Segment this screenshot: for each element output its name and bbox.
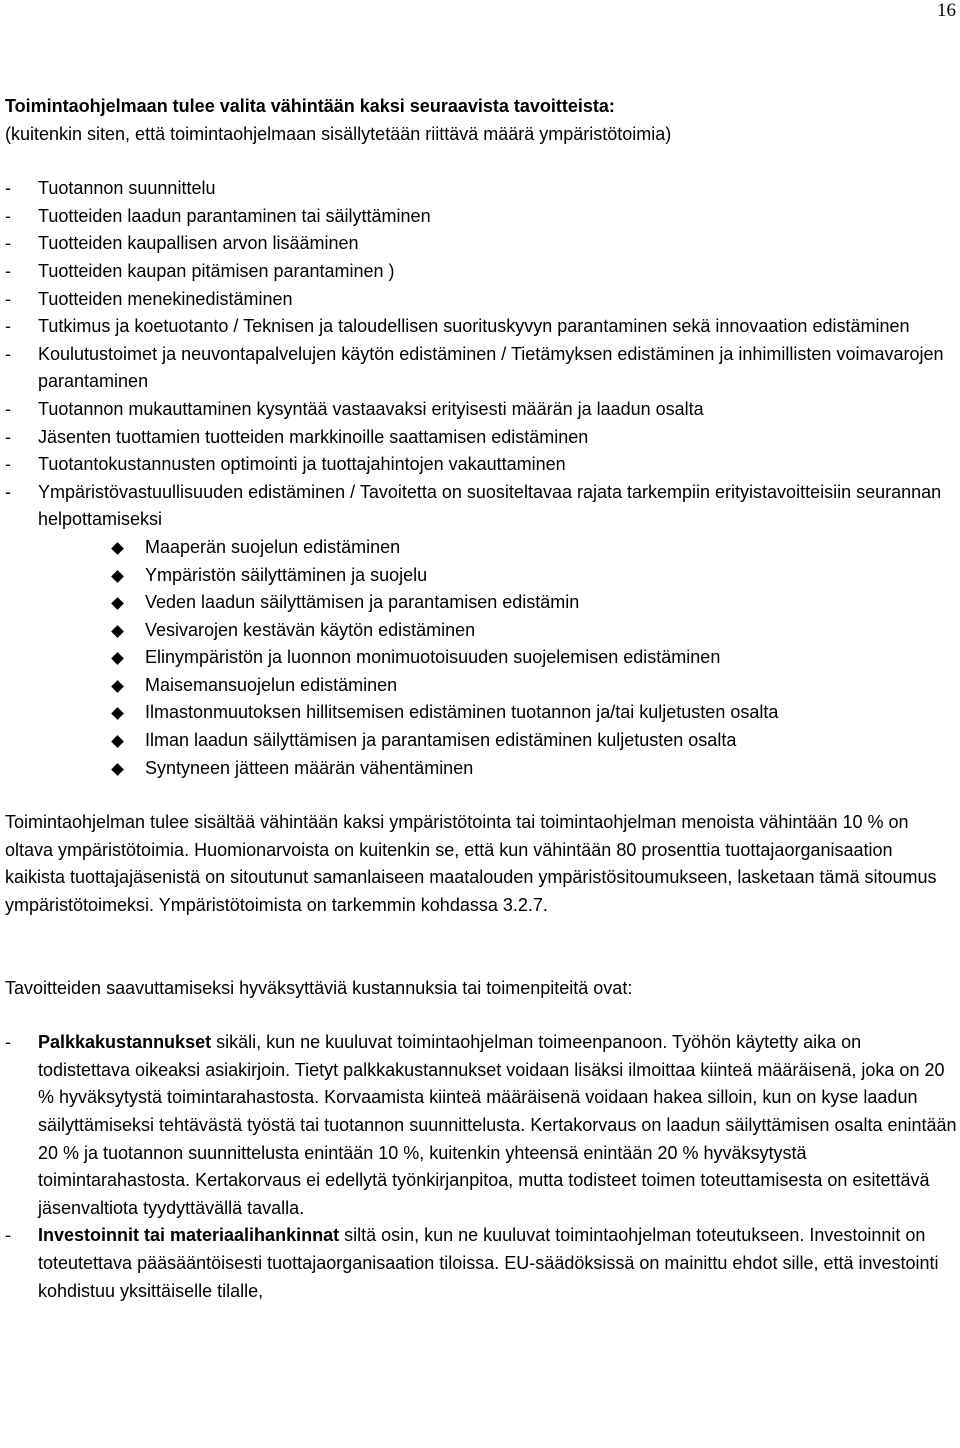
list-item: Ilman laadun säilyttämisen ja parantamisen edistäminen kuljetusten osalta bbox=[5, 727, 957, 755]
list-item: - Tuotannon mukauttaminen kysyntää vastaavaksi erityisesti määrän ja laadun osalta bbox=[5, 398, 704, 419]
costs-list bbox=[5, 1029, 957, 1305]
list-item: - Tuotantokustannusten optimointi ja tuottajahintojen vakauttaminen bbox=[5, 454, 566, 475]
goals-list bbox=[5, 175, 957, 534]
paragraph-costs-intro: Tavoitteiden saavuttamiseksi hyväksyttäviä kustannuksia tai toimenpiteitä ovat: bbox=[5, 977, 633, 998]
list-item: Maisemansuojelun edistäminen bbox=[5, 672, 957, 700]
bullet-icon bbox=[111, 652, 124, 665]
list-item: - Tuotteiden kaupan pitämisen parantaminen ) bbox=[5, 260, 395, 281]
list-item: - Palkkakustannukset sikäli, kun ne kuuluvat toimintaohjelman toimeenpanoon. Työhön käytetty aika on todistettava oikeaksi asiakirjoin. Tietyt palkkakustannukset voidaan lisäksi ilmoittaa kiinteä määräisenä, joka on 20 % hyväksytystä toimintarahastosta. Korvaamista kiinteä määräisenä voidaan hakea silloin, kun on kyse laadun säilyttämiseksi tehtävästä työstä tai tuotannon suunnittelusta. Kertakorvaus on laadun säilyttämisen osalta enintään 20 % ja tuotannon suunnittelusta enintään 10 %, kuitenkin yhteensä enintään 20 % hyväksytystä toimintarahastosta. Kertakorvaus ei edellytä työnkirjanpitoa, mutta todisteet toimen toteuttamisesta on esitettävä jäsenvaltiota tyydyttävällä tavalla. bbox=[5, 1032, 957, 1218]
list-item: Vesivarojen kestävän käytön edistäminen bbox=[5, 617, 957, 645]
list-item: - Tuotannon suunnittelu bbox=[5, 178, 216, 199]
list-item: Veden laadun säilyttämisen ja parantamisen edistämin bbox=[5, 589, 957, 617]
list-item: - Koulutustoimet ja neuvontapalvelujen käytön edistäminen / Tietämyksen edistäminen ja inhimillisten voimavarojen parantaminen bbox=[5, 343, 944, 392]
list-item: - Tuotteiden laadun parantaminen tai säilyttäminen bbox=[5, 205, 431, 226]
bullet-icon bbox=[111, 735, 124, 748]
section-subheading: (kuitenkin siten, että toimintaohjelmaan sisällytetään riittävä määrä ympäristötoimia) bbox=[5, 123, 672, 144]
bullet-icon bbox=[111, 763, 124, 776]
list-item: Maaperän suojelun edistäminen bbox=[5, 534, 957, 562]
page-content bbox=[5, 93, 957, 1305]
list-item: Ilmastonmuutoksen hillitsemisen edistäminen tuotannon ja/tai kuljetusten osalta bbox=[5, 699, 957, 727]
cost-term: Palkkakustannukset bbox=[38, 1032, 212, 1053]
bullet-icon bbox=[111, 680, 124, 693]
bullet-icon bbox=[111, 542, 124, 555]
section-heading: Toimintaohjelmaan tulee valita vähintään kaksi seuraavista tavoitteista: bbox=[5, 96, 615, 116]
bullet-icon bbox=[111, 625, 124, 638]
page-number: 16 bbox=[937, 0, 956, 21]
list-item: Ympäristön säilyttäminen ja suojelu bbox=[5, 562, 957, 590]
cost-term: Investoinnit tai materiaalihankinnat bbox=[38, 1225, 340, 1246]
list-item: Elinympäristön ja luonnon monimuotoisuuden suojelemisen edistäminen bbox=[5, 644, 957, 672]
bullet-icon bbox=[111, 597, 124, 610]
cost-description: siltä osin, kun ne kuuluvat toimintaohjelman toteutukseen. Investoinnit on toteutettava pääsääntöisesti tuottajaorganisaation tiloissa. EU-säädöksissä on mainittu ehdot sille, että investointi kohdistuu yksittäiselle tilalle, bbox=[38, 1225, 939, 1301]
list-item: - Tutkimus ja koetuotanto / Teknisen ja taloudellisen suorituskyvyn parantaminen sekä innovaation edistäminen bbox=[5, 316, 910, 337]
list-item: Syntyneen jätteen määrän vähentäminen bbox=[5, 755, 957, 783]
list-item: - Tuotteiden kaupallisen arvon lisääminen bbox=[5, 233, 359, 254]
list-item: - Jäsenten tuottamien tuotteiden markkinoille saattamisen edistäminen bbox=[5, 426, 589, 447]
bullet-icon bbox=[111, 570, 124, 583]
list-item: - Ympäristövastuullisuuden edistäminen / Tavoitetta on suositeltavaa rajata tarkempiin erityistavoitteisiin seurannan helpottamiseksi bbox=[5, 481, 942, 530]
bullet-icon bbox=[111, 708, 124, 721]
list-item: - Tuotteiden menekinedistäminen bbox=[5, 288, 293, 309]
paragraph-environment-requirement: Toimintaohjelman tulee sisältää vähintään kaksi ympäristötointa tai toimintaohjelman menoista vähintään 10 % on oltava ympäristötoimia. Huomionarvoista on kuitenkin se, että kun vähintään 80 prosenttia tuottajaorganisaation kaikista tuottajajäsenistä on sitoutunut samanlaiseen maatalouden ympäristösitoumukseen, lasketaan tämä sitoumus ympäristötoimeksi. Ympäristötoimista on tarkemmin kohdassa 3.2.7. bbox=[5, 812, 937, 916]
environment-goals-list bbox=[5, 534, 957, 782]
cost-description: sikäli, kun ne kuuluvat toimintaohjelman toimeenpanoon. Työhön käytetty aika on todistettava oikeaksi asiakirjoin. Tietyt palkkakustannukset voidaan lisäksi ilmoittaa kiinteä määräisenä, joka on 20 % hyväksytystä toimintarahastosta. Korvaamista kiinteä määräisenä voidaan hakea silloin, kun on kyse laadun säilyttämiseksi tehtävästä työstä tai tuotannon suunnittelusta. Kertakorvaus on laadun säilyttämisen osalta enintään 20 % ja tuotannon suunnittelusta enintään 10 %, kuitenkin yhteensä enintään 20 % hyväksytystä toimintarahastosta. Kertakorvaus ei edellytä työnkirjanpitoa, mutta todisteet toimen toteuttamisesta on esitettävä jäsenvaltiota tyydyttävällä tavalla. bbox=[38, 1032, 957, 1218]
list-item: - Investoinnit tai materiaalihankinnat siltä osin, kun ne kuuluvat toimintaohjelman toteutukseen. Investoinnit on toteutettava pääsääntöisesti tuottajaorganisaation tiloissa. EU-säädöksissä on mainittu ehdot sille, että investointi kohdistuu yksittäiselle tilalle, bbox=[5, 1225, 939, 1301]
